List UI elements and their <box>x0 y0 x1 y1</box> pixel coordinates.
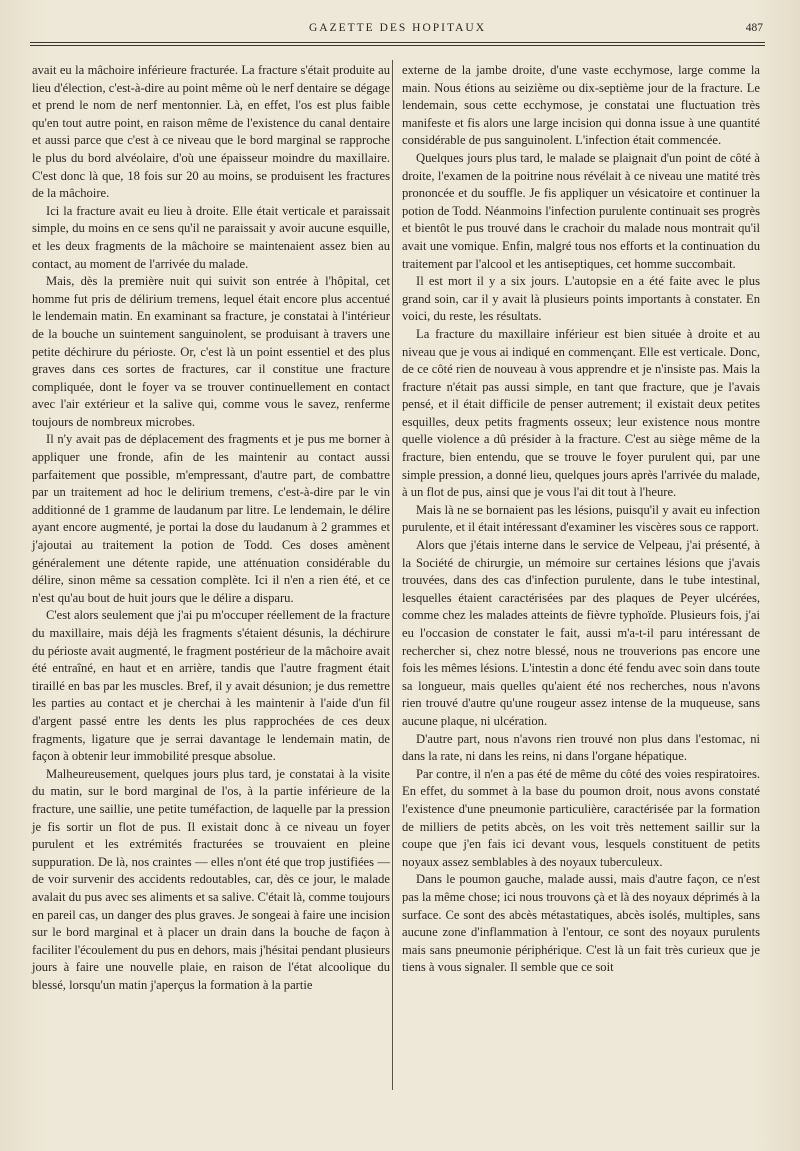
page-header <box>30 22 765 44</box>
header-rule-top <box>30 42 765 43</box>
page-number: 487 <box>745 22 763 34</box>
paragraph: Ici la fracture avait eu lieu à droite. Elle était verticale et paraissait simple, du moins en ce sens qu'il ne paraissait y avoir aucune esquille, et les deux fragments de la mâchoire se maintenaient assez bien au contact, au moment de l'arrivée du malade. <box>32 203 390 271</box>
paragraph: D'autre part, nous n'avons rien trouvé non plus dans l'estomac, ni dans la rate, ni dans les reins, ni dans l'organe hépatique. <box>402 731 760 764</box>
paragraph: Mais, dès la première nuit qui suivit son entrée à l'hôpital, cet homme fut pris de délirium tremens, lequel était encore plus accentué le lendemain matin. En examinant sa fracture, je constatai à l'intérieur de la bouche un suintement sanguinolent, se produisant à travers une petite déchirure du périoste. Or, c'est là un point essentiel et des plus graves dans ces sortes de fractures, car il constitue une fracture compliquée, dont le foyer va se trouver continuellement en contact avec l'air extérieur et la salive qui, comme vous le savez, renferme toujours de nombreux microbes. <box>32 274 390 429</box>
paragraph: Il n'y avait pas de déplacement des fragments et je pus me borner à appliquer une fronde, afin de les maintenir au contact aussi parfaitement que possible, m'empressant, d'autre part, de combattre par un traitement ad hoc le delirium tremens, c'est-à-dire par le vin additionné de 1 gramme de laudanum par litre. Le lendemain, le délire ayant encore augmenté, je portai la dose du laudanum à 2 grammes et j'ajoutai au traitement la potion de Todd. Ces doses amènent généralement une détente rapide, une atténuation considérable du délire, sinon même sa cessation complète. Ici il n'en a rien été, et ce n'est qu'au bout de huit jours que le délire a disparu. <box>32 432 390 605</box>
column-divider <box>392 60 393 1090</box>
paragraph: Mais là ne se bornaient pas les lésions, puisqu'il y avait eu infection purulente, et il était intéressant d'examiner les viscères sous ce rapport. <box>402 502 760 535</box>
paragraph: Malheureusement, quelques jours plus tard, je constatai à la visite du matin, sur le bord marginal de l'os, à la partie inférieure de la fracture, une saillie, une petite tuméfaction, de laquelle par la pression je fis sortir un flot de pus. Il existait donc à ce niveau un foyer purulent et les extrémités fracturées se trouvaient en pleine suppuration. De là, nos craintes — elles n'ont été que trop justifiées — de voir survenir des accidents redoutables, car, dès ce jour, le malade avalait du pus avec ses aliments et sa salive. C'était là, comme toujours en pareil cas, un danger des plus graves. Je songeai à faire une incision sur le bord marginal et à placer un drain dans la bouche de façon à faciliter l'écoulement du pus en dehors, mais j'hésitai pendant plusieurs jours à faire une nouvelle plaie, en raison de l'état alcoolique du blessé, lorsqu'un matin j'aperçus la formation à la partie <box>32 766 390 992</box>
paragraph: La fracture du maxillaire inférieur est bien située à droite et au niveau que je vous ai indiqué en commençant. Elle est verticale. Donc, de ce côté rien de nouveau à vous apprendre et je n'insiste pas. Mais la fracture n'était pas aussi simple, en tant que fracture, que je l'avais pensé, et il était difficile de penser autrement; il existait deux petites esquilles, deux petits fragments osseux; leur existence nous montre quelle violence a dû présider à la fracture. C'est au siège même de la fracture, bien entendu, que se trouve le foyer purulent qui, par une simple pression, a donné lieu, quelques jours après l'arrivée du malade, à un flot de pus, ainsi que je vous l'ai dit tout à l'heure. <box>402 326 760 500</box>
paragraph: externe de la jambe droite, d'une vaste ecchymose, large comme la main. Nous étions au seizième ou dix-septième jour de la fracture. Le lendemain, sous cette ecchymose, je constatai une fluctuation très manifeste et fis alors une large incision qui donna issue à une quantité considérable de pus sanguinolent. L'infection était commencée. <box>402 63 760 148</box>
header-rule-bottom <box>30 45 765 46</box>
journal-title: GAZETTE DES HOPITAUX <box>308 22 487 34</box>
right-column <box>402 62 760 977</box>
paragraph: avait eu la mâchoire inférieure fracturée. La fracture s'était produite au lieu d'élection, c'est-à-dire au point même où le nerf dentaire se dégage et prend le nom de nerf mentonnier. Là, en effet, l'os est plus faible qu'en tout autre point, en raison même de l'existence du canal dentaire et aussi parce que c'est à ce niveau que le bord marginal se rapproche le plus du bord alvéolaire, d'où une épaisseur moindre du maxillaire. C'est donc là que, 18 fois sur 20 au moins, se produisent les fractures de la mâchoire. <box>32 63 390 201</box>
paragraph: C'est alors seulement que j'ai pu m'occuper réellement de la fracture du maxillaire, mais déjà les fragments s'étaient désunis, la déchirure du périoste avait augmenté, le fragment postérieur de la mâchoire avait été entraîné, en haut et en arrière, tandis que l'autre fragment était tiraillé en bas par les muscles. Bref, il y avait désunion; je dus remettre les parties au contact et je cherchai à les maintenir à l'aide d'un fil d'argent passé entre les dents les plus rapprochées de ces deux fragments, ligature que je serrai davantage le lendemain matin, de façon à obtenir leur immobilité presque absolue. <box>32 608 390 764</box>
paragraph: Par contre, il n'en a pas été de même du côté des voies respiratoires. En effet, du sommet à la base du poumon droit, nous avons constaté l'existence d'une pneumonie particulière, caractérisée par la formation de milliers de petits abcès, on les voit très nettement saillir sur la coupe que j'en fais ici devant vous, lesquels constituent de petits noyaux assez semblables à des noyaux tuberculeux. <box>402 766 760 869</box>
paragraph: Il est mort il y a six jours. L'autopsie en a été faite avec le plus grand soin, car il y avait là plusieurs points importants à constater. En voici, du reste, les résultats. <box>402 274 760 324</box>
paragraph: Dans le poumon gauche, malade aussi, mais d'autre façon, ce n'est pas la même chose; ici nous trouvons çà et là des noyaux déprimés à la surface. Ce sont des abcès métastatiques, abcès isolés, multiples, sans aucune zone d'inflammation à l'entour, ce sont des noyaux purulents mais sans pneumonie périphérique. C'est là un fait très curieux que je tiens à vous signaler. Il semble que ce soit <box>402 872 760 975</box>
left-column <box>32 62 390 994</box>
paragraph: Quelques jours plus tard, le malade se plaignait d'un point de côté à droite, l'examen de la poitrine nous révélait à ce niveau une matité très prononcée et du souffle. Je fis appliquer un vésicatoire et continuer la potion de Todd. Néanmoins l'infection purulente continuait ses progrès et bientôt le pus trouvé dans le crachoir du malade nous montrait qu'il avait une vomique. Enfin, malgré tous nos efforts et la continuation du traitement par l'alcool et les antiseptiques, cet homme succombait. <box>402 150 760 271</box>
paragraph: Alors que j'étais interne dans le service de Velpeau, j'ai présenté, à la Société de chirurgie, un mémoire sur certaines lésions que j'avais trouvées, dans des cas d'infection purulente, dans le tube intestinal, lesquelles étaient caractérisées par des plaques de Peyer ulcérées, comme chez les malades atteints de fièvre typhoïde. Plusieurs fois, j'ai eu l'occasion de constater le fait, aussi m'a-t-il paru intéressant de rechercher si, chez notre blessé, nous ne trouverions pas encore une fois les mêmes lésions. L'intestin a donc été fendu avec soin dans toute sa longueur, mais quelles qu'aient été nos recherches, nous n'avons rien trouvé d'autre qu'une rougeur assez intense de la muqueuse, sans aucune plaque, ni ulcération. <box>402 538 760 728</box>
